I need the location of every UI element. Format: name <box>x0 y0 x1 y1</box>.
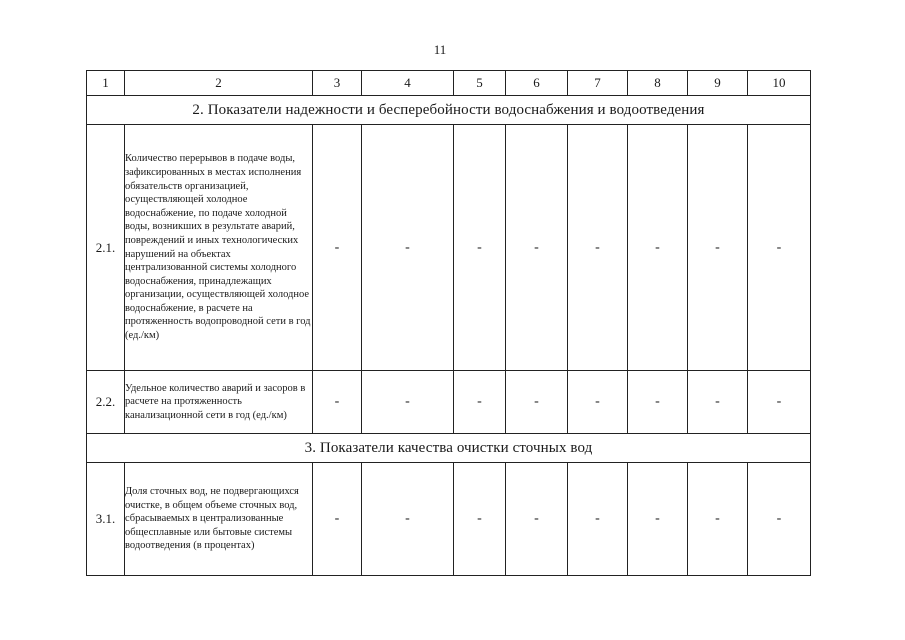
value-cell: - <box>506 463 568 576</box>
value-cell: - <box>362 463 454 576</box>
row-description: Доля сточных вод, не подвергающихся очистке, в общем объеме сточных вод, сбрасываемых в централизованные общесплавные или бытовые системы водоотведения (в процентах) <box>125 463 313 576</box>
value-cell: - <box>688 125 748 371</box>
column-header: 8 <box>628 71 688 96</box>
row-description: Количество перерывов в подаче воды, зафиксированных в местах исполнения обязательств организацией, осуществляющей холодное водоснабжение, по подаче холодной воды, возникших в результате аварий, повреждений и иных технологических нарушений на объектах централизованной системы холодного водоснабжения, принадлежащих организации, осуществляющей холодное водоснабжение, в расчете на протяженность водопроводной сети в год (ед./км) <box>125 125 313 371</box>
row-number: 3.1. <box>87 463 125 576</box>
section-title: 3. Показатели качества очистки сточных вод <box>87 434 811 463</box>
value-cell: - <box>313 463 362 576</box>
value-cell: - <box>688 371 748 434</box>
row-number: 2.1. <box>87 125 125 371</box>
value-cell: - <box>628 125 688 371</box>
column-header: 2 <box>125 71 313 96</box>
value-cell: - <box>454 371 506 434</box>
value-cell: - <box>362 371 454 434</box>
column-header: 3 <box>313 71 362 96</box>
value-cell: - <box>568 463 628 576</box>
section-title-row <box>87 96 811 125</box>
value-cell: - <box>454 125 506 371</box>
column-header: 7 <box>568 71 628 96</box>
value-cell: - <box>628 371 688 434</box>
column-header: 6 <box>506 71 568 96</box>
column-header: 9 <box>688 71 748 96</box>
value-cell: - <box>688 463 748 576</box>
row-description: Удельное количество аварий и засоров в расчете на протяженность канализационной сети в год (ед./км) <box>125 371 313 434</box>
column-header: 10 <box>748 71 811 96</box>
indicators-table <box>86 70 811 576</box>
section-title: 2. Показатели надежности и бесперебойности водоснабжения и водоотведения <box>87 96 811 125</box>
value-cell: - <box>568 371 628 434</box>
section-title-row <box>87 434 811 463</box>
value-cell: - <box>362 125 454 371</box>
value-cell: - <box>506 125 568 371</box>
column-header: 4 <box>362 71 454 96</box>
table-row <box>87 371 811 434</box>
value-cell: - <box>454 463 506 576</box>
value-cell: - <box>748 125 811 371</box>
value-cell: - <box>748 371 811 434</box>
column-header: 5 <box>454 71 506 96</box>
page-number: 11 <box>433 42 447 57</box>
value-cell: - <box>568 125 628 371</box>
value-cell: - <box>313 371 362 434</box>
value-cell: - <box>313 125 362 371</box>
table-row <box>87 125 811 371</box>
row-number: 2.2. <box>87 371 125 434</box>
table-header-row <box>87 71 811 96</box>
column-header: 1 <box>87 71 125 96</box>
value-cell: - <box>748 463 811 576</box>
table-row <box>87 463 811 576</box>
value-cell: - <box>506 371 568 434</box>
value-cell: - <box>628 463 688 576</box>
